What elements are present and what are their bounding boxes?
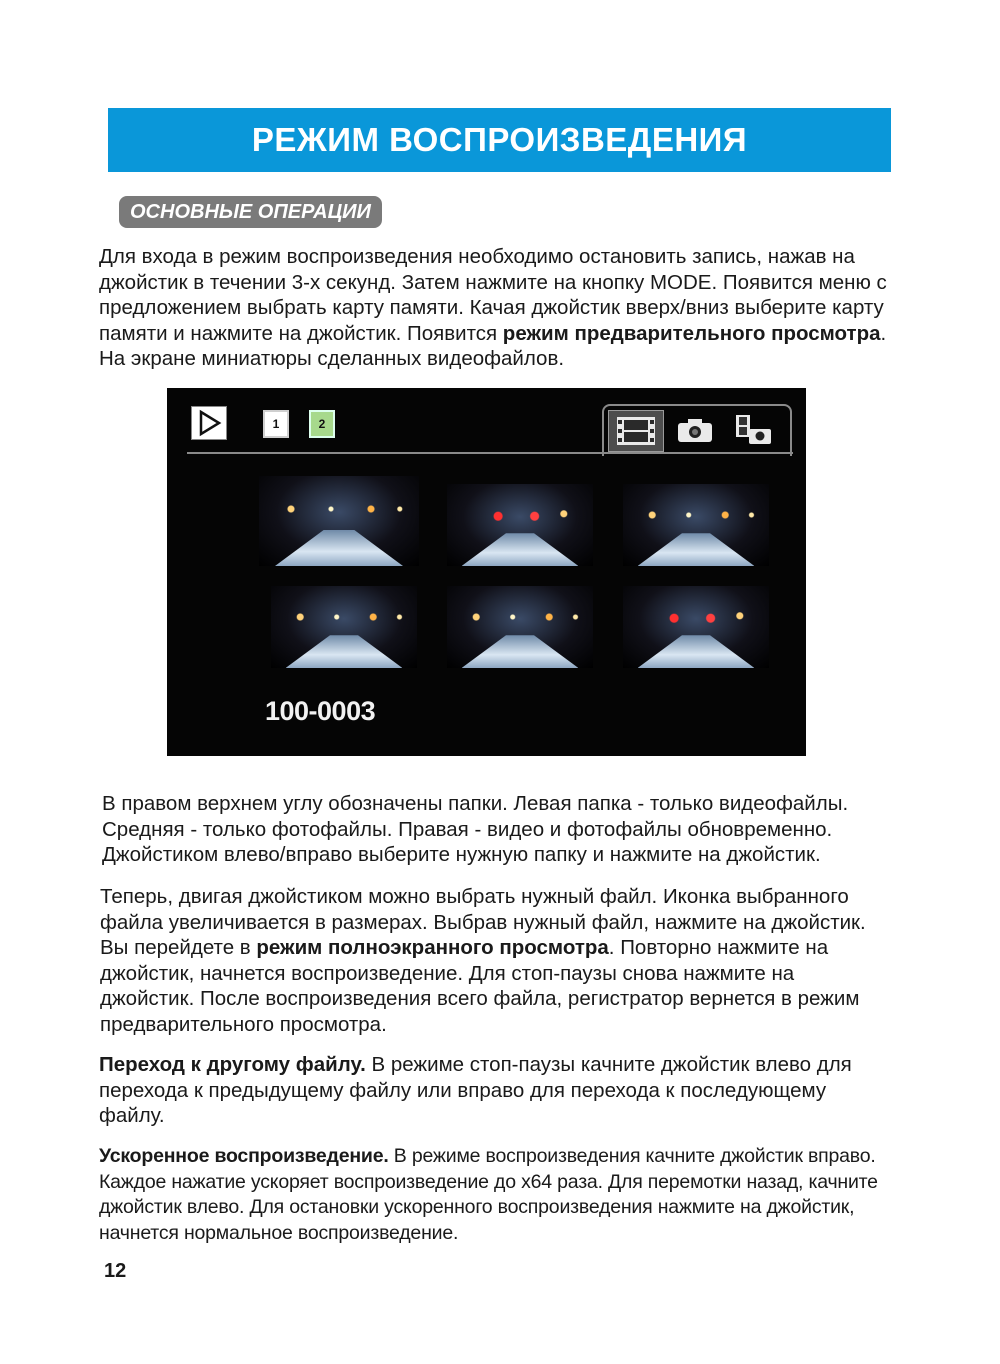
screen-divider: [187, 452, 793, 454]
camera-icon: [668, 410, 722, 450]
fast-play-text: В режиме воспроизведения качните джойстик вправо. Каждое нажатие ускоряет воспроизведение до х64 раза. Для перемотки назад, качните джойстик влево. Для остановки ускоренного воспроизведения нажмите на джойстик, начнется нормальное воспроизведение.: [99, 1145, 878, 1244]
memory-card-2-icon: 2: [309, 410, 335, 438]
select-file-paragraph: [100, 884, 890, 1037]
page-title: РЕЖИМ ВОСПРОИЗВЕДЕНИЯ: [251, 121, 748, 158]
page-number: 12: [104, 1260, 127, 1282]
select-text-a: Теперь, двигая джойстиком можно выбрать нужный файл. Иконка выбранного файла увеличивается в размерах. Выбрав нужный файл, нажмите на джойстик. Вы перейдете в: [100, 885, 866, 959]
video-thumbnail: [447, 484, 593, 566]
video-thumbnail: [623, 484, 769, 566]
select-bold: режим полноэкранного просмотра: [256, 936, 609, 959]
memory-card-1-icon: 1: [263, 410, 289, 438]
next-file-heading: Переход к другому файлу.: [99, 1053, 366, 1076]
intro-text-a: Для входа в режим воспроизведения необходимо остановить запись, нажав на джойстик в течении 3-х секунд. Затем нажмите на кнопку MODE. Появится меню с предложением выбрать карту памяти. Качая джойстик вверх/вниз выберите карту памяти и нажмите на джойстик. Появится: [99, 245, 887, 345]
intro-paragraph: [99, 244, 899, 372]
file-number: 100-0003: [265, 696, 376, 726]
section-heading: [119, 196, 382, 228]
device-screen-photo: [167, 388, 806, 756]
video-thumbnail: [623, 586, 769, 668]
next-file-text: В режиме стоп-паузы качните джойстик влево для перехода к предыдущему файлу или вправо для перехода к последующему файлу.: [99, 1053, 852, 1127]
video-thumbnail: [447, 586, 593, 668]
film-icon: [608, 410, 664, 452]
film-camera-icon: [726, 410, 780, 450]
video-thumbnail: [271, 586, 417, 668]
folders-paragraph: В правом верхнем углу обозначены папки. Левая папка - только видеофайлы. Средняя - только фотофайлы. Правая - видео и фотофайлы обновременно. Джойстиком влево/вправо выберите нужную папку и нажмите на джойстик.: [102, 792, 849, 866]
fast-play-heading: Ускоренное воспроизведение.: [99, 1145, 389, 1167]
folder-tabs: [602, 404, 792, 456]
fast-play-paragraph: [99, 1144, 891, 1246]
next-file-paragraph: [99, 1052, 891, 1129]
page-title-bar: [108, 108, 891, 172]
video-thumbnail-selected: [259, 476, 419, 566]
select-text-b: . Повторно нажмите на джойстик, начнется воспроизведение. Для стоп-паузы снова нажмите на джойстик. После воспроизведения всего файла, регистратор вернется в режим предварительного просмотра.: [100, 936, 860, 1036]
intro-bold: режим предварительного просмотра: [502, 321, 881, 345]
play-icon: [191, 406, 227, 440]
section-heading-label: ОСНОВНЫЕ ОПЕРАЦИИ: [130, 200, 371, 223]
intro-text-b: . На экране миниатюры сделанных видеофайлов.: [99, 321, 887, 370]
